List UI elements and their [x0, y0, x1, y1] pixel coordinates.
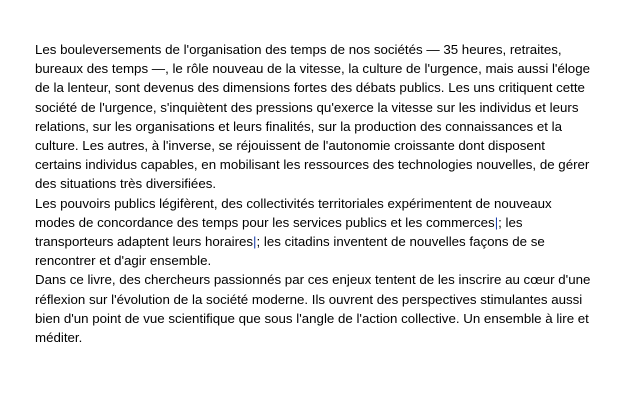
paragraph-2 [35, 194, 593, 271]
separator-bar-2: | [253, 234, 257, 250]
paragraph-2-segment-1: Les pouvoirs publics légifèrent, des collectivités territoriales expérimentent de nouveaux modes de concordance des temps pour les services publics et les commerces [35, 195, 552, 230]
paragraph-2-segment-3: ; les citadins inventent de nouvelles façons de se rencontrer et d'agir ensemble. [35, 234, 545, 269]
paragraph-2-segment-2: ; les transporteurs adaptent leurs horaires [35, 214, 523, 250]
paragraph-1: Les bouleversements de l'organisation des temps de nos sociétés — 35 heures, retraites, bureaux des temps —, le rôle nouveau de la vitesse, la culture de l'urgence, mais aussi l'éloge de la lenteur, sont devenus des dimensions fortes des débats publics. Les uns critiquent cette société de l'urgence, s'inquiètent des pressions qu'exerce la vitesse sur les individus et leurs relations, sur les organisations et leurs finalités, sur la production des connaissances et la culture. Les autres, à l'inverse, se réjouissent de l'autonomie croissante dont disposent certains individus capables, en mobilisant les ressources des technologies nouvelles, de gérer des situations très diversifiées. [35, 42, 590, 192]
paragraph-3: Dans ce livre, des chercheurs passionnés par ces enjeux tentent de les inscrire au cœur d'une réflexion sur l'évolution de la société moderne. Ils ouvrent des perspectives stimulantes aussi bien d'un point de vue scientifique que sous l'angle de l'action collective. Un ensemble à lire et méditer. [35, 272, 591, 346]
document-body [35, 40, 593, 347]
separator-bar-1: | [494, 214, 499, 230]
